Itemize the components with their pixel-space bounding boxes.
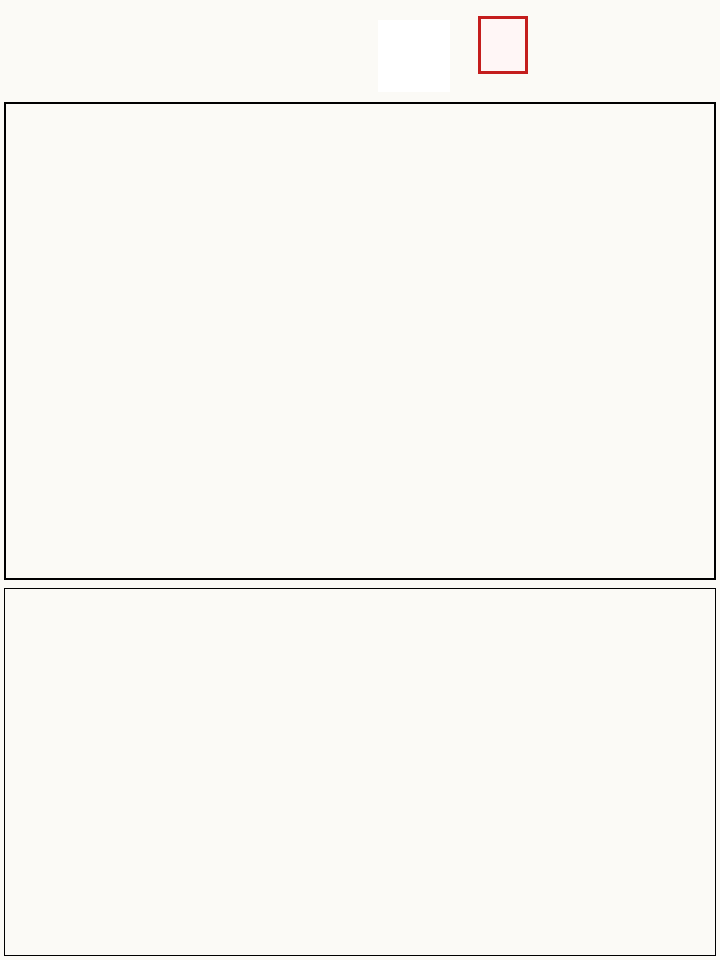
seal-logo	[478, 16, 528, 74]
year-table	[4, 588, 716, 956]
qr-code-icon	[378, 20, 450, 92]
header-info	[12, 6, 342, 22]
line-gender	[12, 6, 342, 22]
chart-panel	[4, 102, 716, 580]
brand-title	[534, 10, 720, 60]
